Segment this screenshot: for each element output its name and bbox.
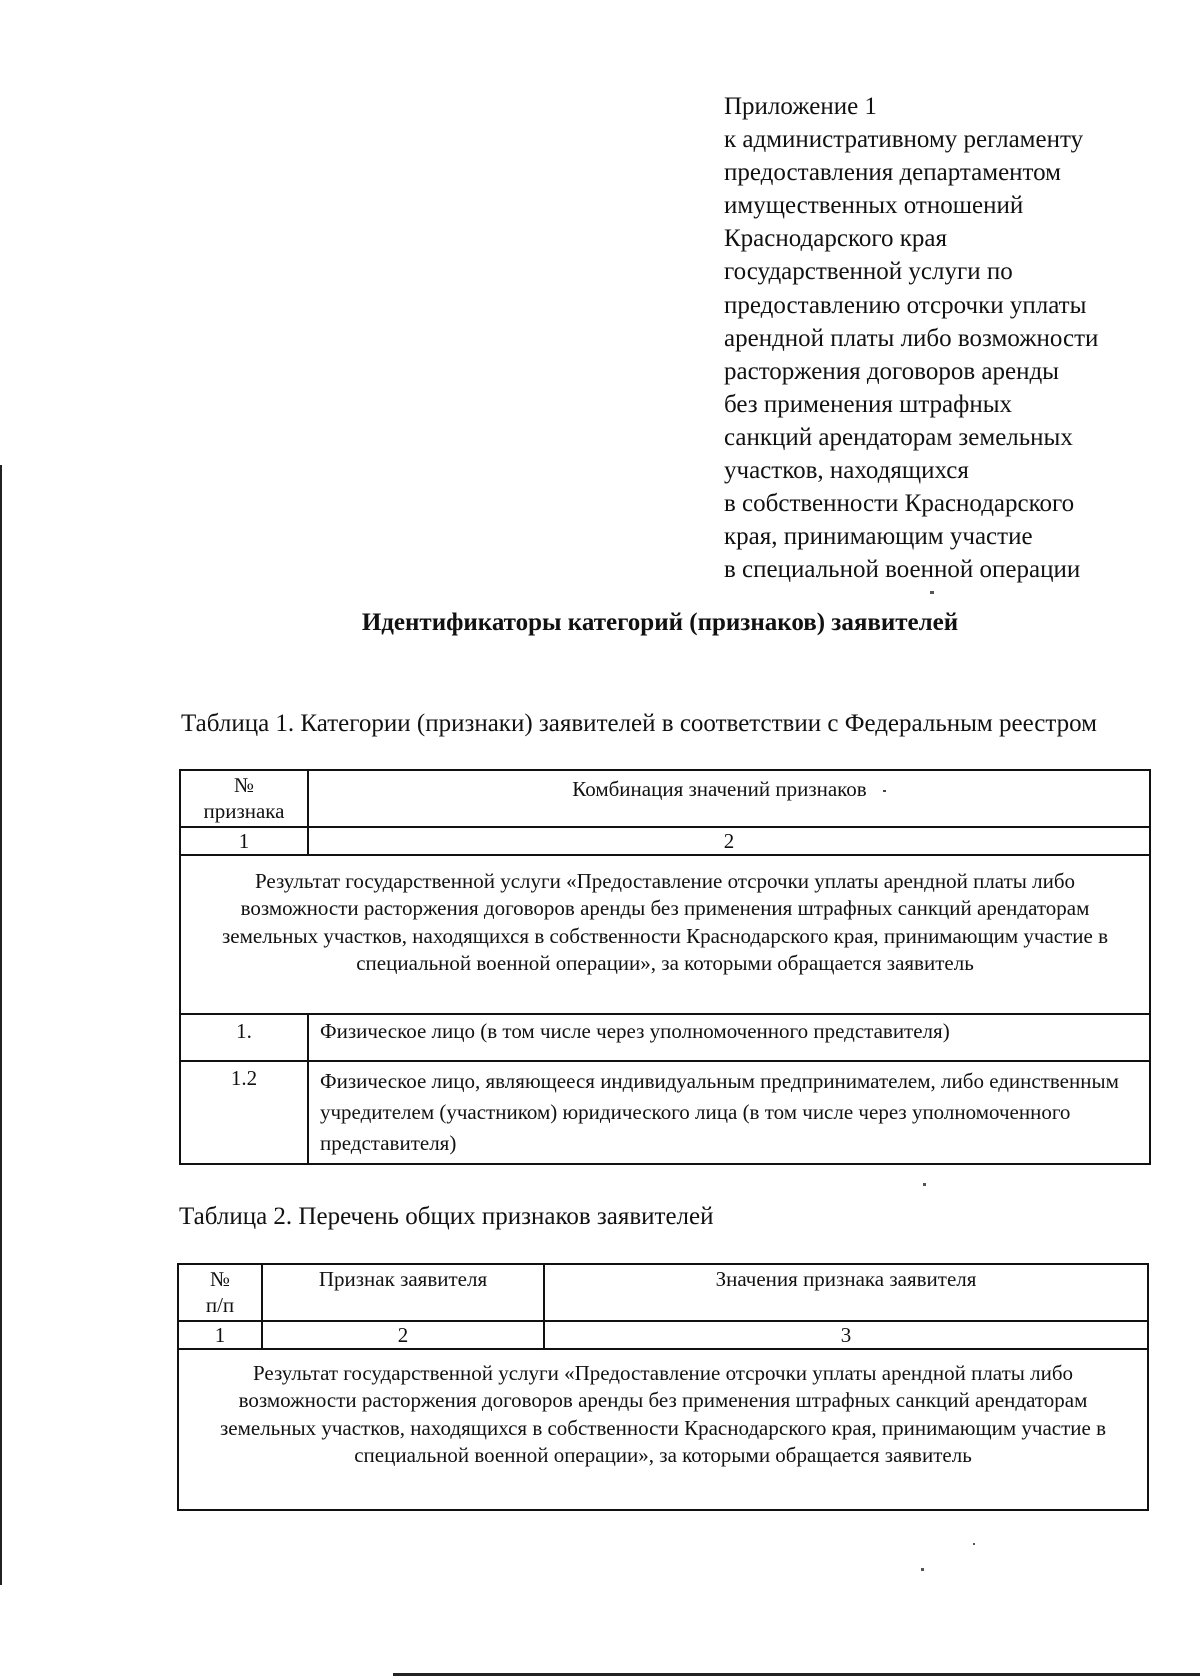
table-2-merged-row (178, 1349, 1148, 1510)
scan-dot-mark (883, 790, 886, 792)
appendix-line: в собственности Краснодарского (724, 490, 1075, 518)
table-2-header-number: № п/п (178, 1264, 262, 1321)
appendix-line: государственной услуги по (724, 258, 1013, 286)
table-1-header-number: № признака (180, 770, 308, 827)
table-2-common-applicant-features (177, 1263, 1149, 1511)
table-2-header-row (178, 1264, 1148, 1321)
appendix-line: в специальной военной операции (724, 556, 1081, 584)
table-2-column-number-row (178, 1321, 1148, 1349)
appendix-reference-block (724, 90, 1164, 586)
table-2-column-number: 1 (178, 1321, 262, 1349)
left-scan-edge-line (0, 465, 2, 1585)
scan-mark (973, 1543, 975, 1545)
scan-mark (921, 1568, 924, 1571)
table-1-column-number-row (180, 827, 1150, 855)
table-1-header-combination-label: Комбинация значений признаков (572, 777, 867, 801)
table-1-merged-service-result: Результат государственной услуги «Предоставление отсрочки уплаты арендной платы либо возможности расторжения договоров аренды без применения штрафных санкций арендаторам земельных участков, находящихся в собственности Краснодарского края, принимающим участие в специальной военной операции», за которыми обращается заявитель (180, 855, 1150, 1014)
appendix-line: Краснодарского края (724, 225, 947, 253)
table-1-row-text: Физическое лицо (в том числе через уполномоченного представителя) (308, 1014, 1150, 1061)
scan-mark (930, 591, 934, 594)
bottom-scan-edge-line (393, 1673, 1200, 1676)
table-1-applicant-categories (179, 769, 1151, 1165)
table-2-caption: Таблица 2. Перечень общих признаков заявителей (179, 1203, 714, 1230)
appendix-line: имущественных отношений (724, 192, 1024, 220)
appendix-line: участков, находящихся (724, 457, 969, 485)
appendix-line: без применения штрафных (724, 390, 1013, 418)
table-1-row-number: 1. (180, 1014, 308, 1061)
table-1-column-number: 1 (180, 827, 308, 855)
table-2-merged-service-result: Результат государственной услуги «Предоставление отсрочки уплаты арендной платы либо возможности расторжения договоров аренды без применения штрафных санкций арендаторам земельных участков, находящихся в собственности Краснодарского края, принимающим участие в специальной военной операции», за которыми обращается заявитель (178, 1349, 1148, 1510)
appendix-line: края, принимающим участие (724, 523, 1033, 551)
appendix-line: Приложение 1 (724, 93, 877, 120)
table-1-merged-row (180, 855, 1150, 1014)
appendix-line: санкций арендаторам земельных (724, 423, 1073, 451)
appendix-line: арендной платы либо возможности (724, 324, 1099, 352)
table-1-header-row (180, 770, 1150, 827)
table-1-column-number: 2 (308, 827, 1150, 855)
appendix-line: к административному регламенту (724, 126, 1084, 154)
table-1-caption: Таблица 1. Категории (признаки) заявителей в соответствии с Федеральным реестром (181, 710, 1097, 737)
table-row (180, 1061, 1150, 1164)
table-1-row-number: 1.2 (180, 1061, 308, 1164)
document-title: Идентификаторы категорий (признаков) заявителей (361, 609, 959, 636)
table-row (180, 1014, 1150, 1061)
table-2-column-number: 2 (262, 1321, 544, 1349)
appendix-line: предоставления департаментом (724, 159, 1061, 187)
table-1-row-text: Физическое лицо, являющееся индивидуальным предпринимателем, либо единственным учредителем (участником) юридического лица (в том числе через уполномоченного представителя) (308, 1061, 1150, 1164)
appendix-line: расторжения договоров аренды (724, 357, 1059, 385)
table-2-header-values: Значения признака заявителя (544, 1264, 1148, 1321)
appendix-line: предоставлению отсрочки уплаты (724, 291, 1087, 319)
scan-mark (923, 1183, 926, 1186)
table-2-column-number: 3 (544, 1321, 1148, 1349)
table-2-header-feature: Признак заявителя (262, 1264, 544, 1321)
table-1-header-combination (308, 770, 1150, 827)
